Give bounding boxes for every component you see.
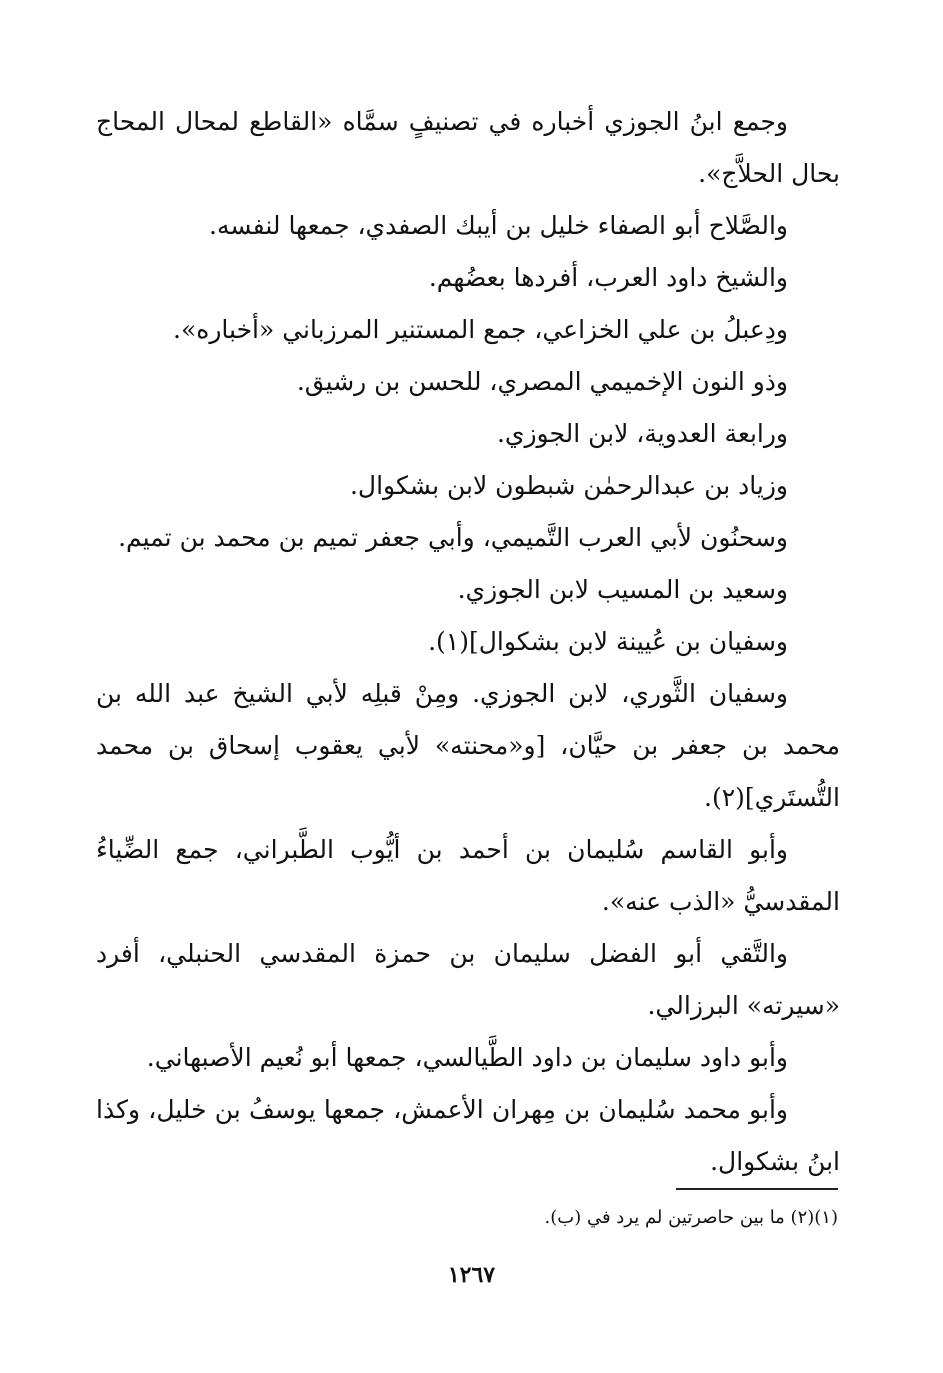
paragraph-ziyad: وزياد بن عبدالرحمٰن شبطون لابن بشكوال. [349,471,788,500]
page-number: ١٢٦٧ [447,1262,496,1288]
paragraph-sahnun: وسحنُون لأبي العرب التَّميمي، وأبي جعفر تميم بن محمد بن تميم. [118,523,788,552]
paragraph-amash: وأبو محمد سُليمان بن مِهران الأعمش، جمعها يوسفُ بن خليل، وكذا ابنُ بشكوال. [96,1095,840,1176]
paragraph-tayalisi: وأبو داود سليمان بن داود الطَّيالسي، جمعها أبو نُعيم الأصبهاني. [146,1043,788,1072]
paragraph-said: وسعيد بن المسيب لابن الجوزي. [457,575,788,604]
paragraph-sufyan-thawri: وسفيان الثَّوري، لابن الجوزي. ومِنْ قبلِه لأبي الشيخ عبد الله بن محمد بن جعفر بن حيَّان، [و«محنته» لأبي يعقوب إسحاق بن محمد التُّستَري](٢). [96,679,840,812]
paragraph-tabarani: وأبو القاسم سُليمان بن أحمد بن أيُّوب الطَّبراني، جمع الضِّياءُ المقدسيُّ «الذب عنه». [96,835,840,916]
paragraph-safadi: والصَّلاح أبو الصفاء خليل بن أيبك الصفدي، جمعها لنفسه. [209,211,788,240]
paragraph-rabia: ورابعة العدوية، لابن الجوزي. [496,419,788,448]
footnote-divider [676,1188,838,1190]
paragraph-dhu-al-nun: وذو النون الإخميمي المصري، للحسن بن رشيق. [296,367,788,396]
paragraph-dibil: ودِعبلُ بن علي الخزاعي، جمع المستنير المرزباني «أخباره». [173,315,788,344]
paragraph-taqi: والتَّقي أبو الفضل سليمان بن حمزة المقدسي الحنبلي، أفرد «سيرته» البرزالي. [96,939,840,1020]
main-text [96,96,840,1188]
paragraph-ibn-jawzi-hallaj: وجمع ابنُ الجوزي أخباره في تصنيفٍ سمَّاه «القاطع لمحال المحاج بحال الحلاَّج». [96,107,840,188]
paragraph-sufyan-uyayna: وسفيان بن عُيينة لابن بشكوال](١). [428,627,788,656]
paragraph-dawud-al-arab: والشيخ داود العرب، أفردها بعضُهم. [428,263,788,292]
footnote: (١)(٢) ما بين حاصرتين لم يرد في (ب). [544,1207,838,1228]
